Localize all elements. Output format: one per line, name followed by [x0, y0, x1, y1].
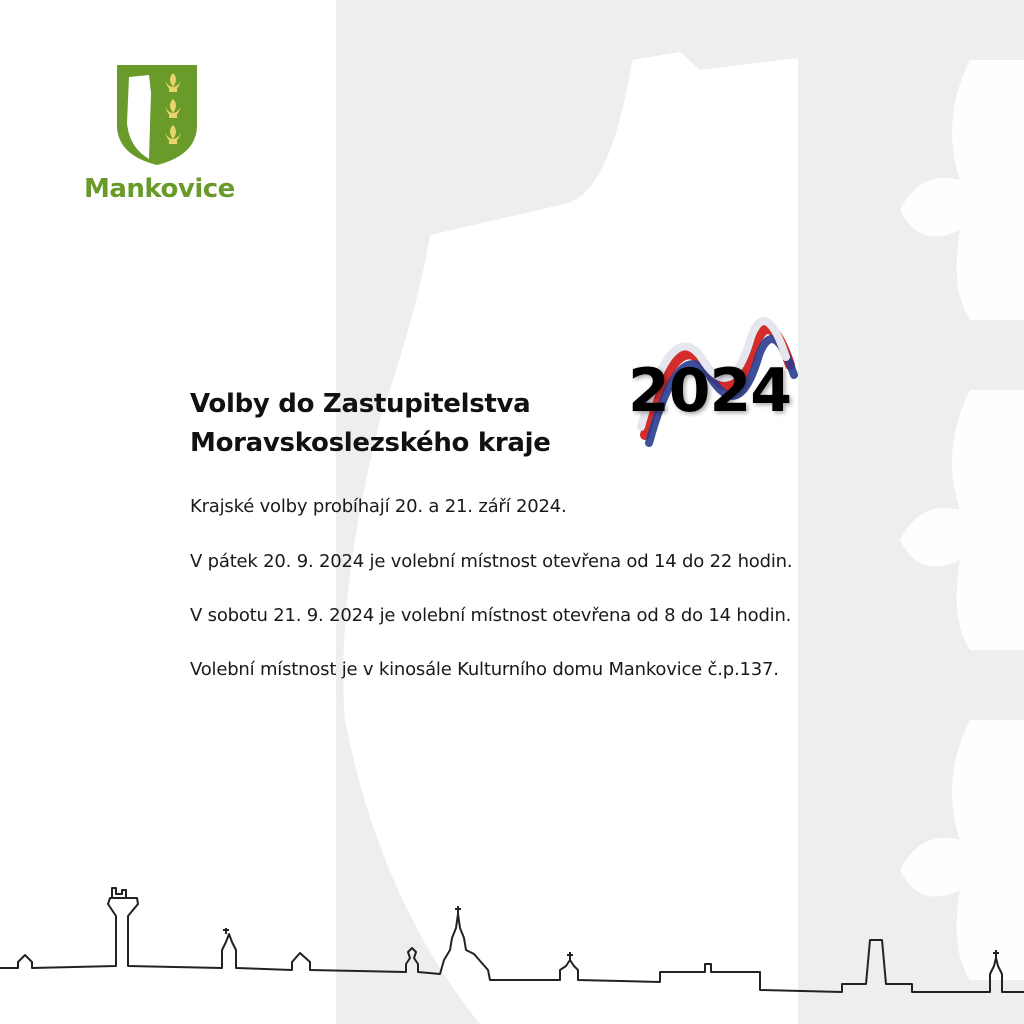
- year-label: 2024: [628, 356, 791, 426]
- headline: [190, 385, 551, 463]
- headline-line-1: Volby do Zastupitelstva: [190, 389, 531, 419]
- town-skyline-icon: [0, 880, 1024, 1000]
- coat-of-arms-icon: [115, 63, 199, 167]
- headline-line-2: Moravskoslezského kraje: [190, 428, 551, 458]
- info-line-friday: V pátek 20. 9. 2024 je volební místnost otevřena od 14 do 22 hodin.: [190, 551, 793, 572]
- info-line-location: Volební místnost je v kinosále Kulturního domu Mankovice č.p.137.: [190, 659, 779, 680]
- town-name: Mankovice: [84, 174, 235, 204]
- info-line-saturday: V sobotu 21. 9. 2024 je volební místnost otevřena od 8 do 14 hodin.: [190, 605, 792, 626]
- info-line-dates: Krajské volby probíhají 20. a 21. září 2024.: [190, 496, 567, 517]
